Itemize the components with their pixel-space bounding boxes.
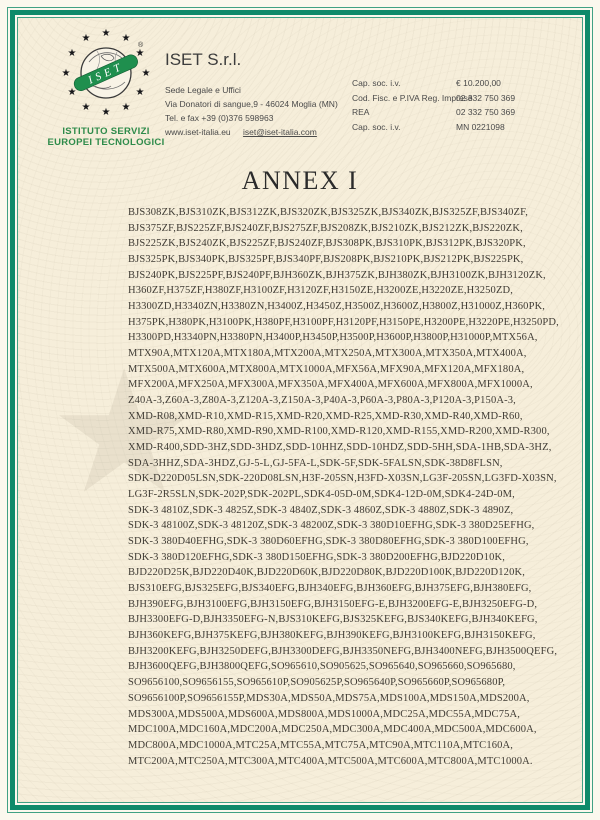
svg-text:★: ★ — [101, 107, 111, 118]
registry-label: Cap. soc. i.v. — [352, 122, 401, 133]
company-logo — [46, 26, 166, 148]
model-line: MDC100A,MDC160A,MDC200A,MDC250A,MDC300A,MDC400A,MDC500A,MDC600A, — [128, 724, 537, 736]
model-line: MTC200A,MTC250A,MTC300A,MTC400A,MTC500A,MTC600A,MTC800A,MTC1000A. — [128, 755, 533, 767]
model-line: SDK-3 4810Z,SDK-3 4825Z,SDK-3 4840Z,SDK-3 4860Z,SDK-3 4880Z,SDK-3 4890Z, — [128, 504, 514, 516]
svg-text:★: ★ — [121, 33, 131, 44]
svg-text:★: ★ — [67, 87, 77, 98]
model-line: BJH3600QEFG,BJH3800QEFG,SO965610,SO905625,SO965640,SO965660,SO965680, — [128, 661, 516, 673]
iset-banner-text: ISET — [86, 60, 127, 87]
model-line: XMD-R400,SDD-3HZ,SDD-3HDZ,SDD-10HHZ,SDD-10HDZ,SDD-5HH,SDA-1HB,SDA-3HZ, — [128, 442, 552, 454]
model-line: H3300PD,H3340PN,H3380PN,H3400P,H3450P,H3500P,H3600P,H3800P,H31000P,MTX56A, — [128, 332, 538, 344]
model-line: SDK-D220D05LSN,SDK-220D08LSN,H3F-205SN,H3FD-X03SN,LG3F-205SN,LG3FD-X03SN, — [128, 473, 557, 485]
registry-value: 02 332 750 369 — [456, 92, 516, 103]
model-line: H360ZF,H375ZF,H380ZF,H3100ZF,H3120ZF,H3150ZE,H3200ZE,H3220ZE,H3250ZD, — [128, 285, 514, 297]
registry-label: Cod. Fisc. e P.IVA Reg. Imprese — [352, 92, 473, 103]
model-line: LG3F-2R5SLN,SDK-202P,SDK-202PL,SDK4-05D-0M,SDK4-12D-0M,SDK4-24D-0M, — [128, 489, 515, 501]
model-line: MFX200A,MFX250A,MFX300A,MFX350A,MFX400A,MFX600A,MFX800A,MFX1000A, — [128, 379, 533, 391]
email-link[interactable]: iset@iset-italia.com — [243, 127, 317, 137]
org-name-line2: EUROPEI TECNOLOGICI — [47, 137, 165, 148]
svg-text:★: ★ — [135, 48, 145, 59]
model-line: MTX90A,MTX120A,MTX180A,MTX200A,MTX250A,MTX300A,MTX350A,MTX400A, — [128, 348, 527, 360]
registry-value: € 10.200,00 — [456, 78, 501, 88]
company-registry-table — [352, 79, 515, 133]
model-line: SDK-3 380D40EFHG,SDK-3 380D60EFHG,SDK-3 380D80EFHG,SDK-3 380D100EFHG, — [128, 536, 529, 548]
svg-text:★: ★ — [81, 102, 91, 113]
registry-value: MN 0221098 — [456, 122, 505, 133]
company-info-block — [165, 50, 338, 139]
model-line: H3300ZD,H3340ZN,H3380ZN,H3400Z,H3450Z,H3500Z,H3600Z,H3800Z,H31000Z,H360PK, — [128, 301, 546, 313]
annex-title: ANNEX I — [241, 166, 359, 195]
svg-text:★: ★ — [81, 33, 91, 44]
model-line: BJH360KEFG,BJH375KEFG,BJH380KEFG,BJH390KEFG,BJH3100KEFG,BJH3150KEFG, — [128, 630, 536, 642]
svg-text:★: ★ — [141, 68, 151, 79]
svg-text:★: ★ — [61, 68, 71, 79]
model-line: BJS225ZK,BJS240ZK,BJS225ZF,BJS240ZF,BJS308PK,BJS310PK,BJS312PK,BJS320PK, — [128, 238, 526, 250]
model-line: SDA-3HHZ,SDA-3HDZ,GJ-5-L,GJ-5FA-L,SDK-5F,SDK-5FALSN,SDK-38D8FLSN, — [128, 457, 503, 469]
registry-label: Cap. soc. i.v. — [352, 78, 401, 88]
org-name-line1: ISTITUTO SERVIZI — [62, 126, 150, 137]
model-line: XMD-R75,XMD-R80,XMD-R90,XMD-R100,XMD-R120,XMD-R155,XMD-R200,XMD-R300, — [128, 426, 550, 438]
svg-text:★: ★ — [135, 87, 145, 98]
company-address: Via Donatori di sangue,9 - 46024 Moglia (MN) — [165, 99, 338, 109]
model-line: MDS300A,MDS500A,MDS600A,MDS800A,MDS1000A,MDC25A,MDC55A,MDC75A, — [128, 708, 521, 720]
model-line: SDK-3 48100Z,SDK-3 48120Z,SDK-3 48200Z,SDK-3 380D10EFHG,SDK-3 380D25EFHG, — [128, 520, 535, 532]
model-line: MTX500A,MTX600A,MTX800A,MTX1000A,MFX56A,MFX90A,MFX120A,MFX180A, — [128, 363, 525, 375]
model-line: BJD220D25K,BJD220D40K,BJD220D60K,BJD220D80K,BJD220D100K,BJD220D120K, — [128, 567, 525, 579]
registry-label: REA — [352, 107, 370, 118]
company-name: ISET S.r.l. — [165, 50, 242, 69]
model-line: BJS325PK,BJS340PK,BJS325PF,BJS340PF,BJS208PK,BJS210PK,BJS212PK,BJS225PK, — [128, 254, 524, 266]
company-phone: Tel. e fax +39 (0)376 598963 — [165, 113, 274, 123]
model-line: BJS308ZK,BJS310ZK,BJS312ZK,BJS320ZK,BJS325ZK,BJS340ZK,BJS325ZF,BJS340ZF, — [128, 207, 529, 218]
model-line: XMD-R08,XMD-R10,XMD-R15,XMD-R20,XMD-R25,XMD-R30,XMD-R40,XMD-R60, — [128, 410, 523, 422]
globe-stars-logo-icon — [51, 26, 161, 124]
registered-trademark-icon: ® — [138, 42, 144, 49]
model-line: BJH3200KEFG,BJH3250DEFG,BJH3300DEFG,BJH3350NEFG,BJH3400NEFG,BJH3500QEFG, — [128, 645, 558, 657]
company-office-label: Sede Legale e Uffici — [165, 85, 241, 95]
registry-value: 02 332 750 369 — [456, 107, 516, 118]
model-line: SO9656100,SO9656155,SO965610P,SO905625P,SO965640P,SO965660P,SO965680P, — [128, 677, 506, 689]
model-line: SO9656100P,SO9656155P,MDS30A,MDS50A,MDS75A,MDS100A,MDS150A,MDS200A, — [128, 692, 530, 704]
model-line: MDC800A,MDC1000A,MTC25A,MTC55A,MTC75A,MTC90A,MTC110A,MTC160A, — [128, 739, 514, 751]
model-line: BJH390EFG,BJH3100EFG,BJH3150EFG,BJH3150EFG-E,BJH3200EFG-E,BJH3250EFG-D, — [128, 598, 538, 610]
model-line: SDK-3 380D120EFHG,SDK-3 380D150EFHG,SDK-3 380D200EFHG,BJD220D10K, — [128, 551, 505, 563]
model-line: H375PK,H380PK,H3100PK,H380PF,H3100PF,H3120PF,H3150PE,H3200PE,H3220PE,H3250PD, — [128, 316, 559, 328]
model-line: Z40A-3,Z60A-3,Z80A-3,Z120A-3,Z150A-3,P40A-3,P60A-3,P80A-3,P120A-3,P150A-3, — [128, 395, 516, 407]
svg-text:★: ★ — [101, 28, 111, 39]
svg-text:★: ★ — [121, 102, 131, 113]
model-line: BJS310EFG,BJS325EFG,BJS340EFG,BJH340EFG,BJH360EFG,BJH375EFG,BJH380EFG, — [128, 583, 532, 595]
model-line: BJH3300EFG-D,BJH3350EFG-N,BJS310KEFG,BJS325KEFG,BJS340KEFG,BJH340KEFG, — [128, 614, 538, 626]
model-list — [128, 205, 559, 769]
model-line: BJS375ZF,BJS225ZF,BJS240ZF,BJS275ZF,BJS208ZK,BJS210ZK,BJS212ZK,BJS220ZK, — [128, 222, 523, 234]
svg-text:★: ★ — [67, 48, 77, 59]
website-link[interactable]: www.iset-italia.eu — [165, 127, 231, 137]
model-line: BJS240PK,BJS225PF,BJS240PF,BJH360ZK,BJH375ZK,BJH380ZK,BJH3100ZK,BJH3120ZK, — [128, 269, 546, 281]
